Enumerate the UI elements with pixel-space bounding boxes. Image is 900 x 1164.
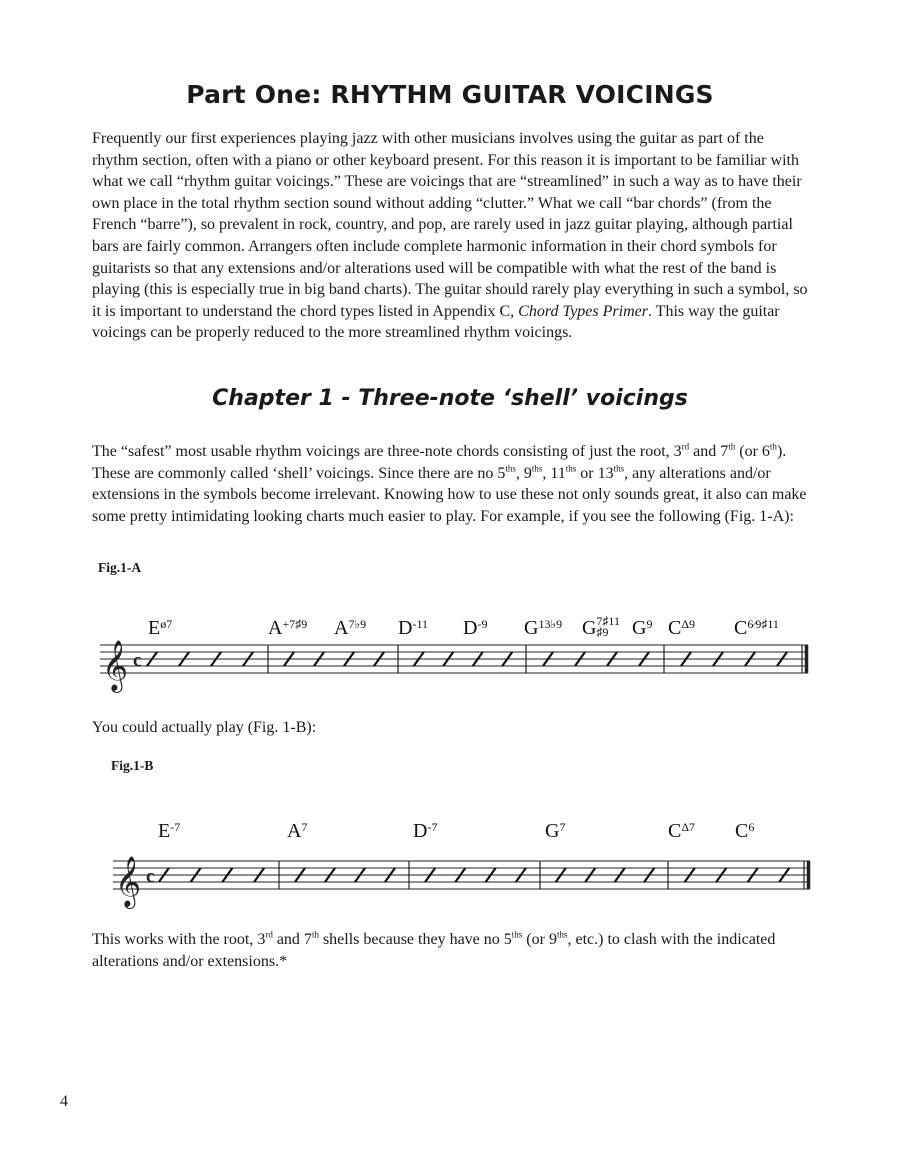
chord-symbols [148, 614, 779, 639]
chord-symbol: $G^{13♭9}$ [524, 617, 563, 639]
para2-text: or 13 [576, 464, 614, 482]
intro-text-1: Frequently our first experiences playing jazz with other musicians involves using the guitar as part of the rhythm section, often with a piano or other keyboard present. For this reason it is important to be familiar with what we call “rhythm guitar voicings.” These are voicings that are “streamlined” in such a way as to have their own place in the total rhythm section sound without adding “clutter.” What we call “bar chords” (from the French “barre”), so prevalent in rock, country, and pop, are rarely used in jazz guitar playing, although partial bars are fairly common. Arrangers often include complete harmonic information in their chord symbols for guitarists so that any extensions and/or alterations used will be compatible with what the rest of the band is playing (this is especially true in big band charts). The guitar should rarely play everything in such a symbol, so it is important to understand the chord types listed in Appendix C, [92, 130, 808, 320]
staff-lines [113, 856, 810, 909]
para2-text: (or 6 [735, 443, 770, 460]
treble-clef-icon: 𝄞 [115, 856, 142, 907]
chord-symbol: $D^{-11}$ [398, 617, 429, 639]
treble-clef-icon: 𝄞 [102, 640, 129, 691]
you-could-play-paragraph: You could actually play (Fig. 1-B): [92, 719, 317, 736]
para2-sup: th [769, 441, 777, 452]
para2-sup: ths [505, 463, 516, 474]
page-number: 4 [60, 1093, 68, 1110]
chord-symbol: $A^{+7♯9}$ [268, 617, 308, 639]
chord-symbol: $C^{6⁄9♯11}$ [734, 617, 779, 639]
chord-symbol: $A^7$ [287, 820, 308, 842]
chord-symbol: $G^9$ [632, 617, 653, 639]
common-time-icon: c [133, 650, 142, 671]
shells-explanation-paragraph [92, 929, 808, 972]
para4-text: , etc.) to clash with the indicated alterations and/or extensions.* [92, 931, 776, 970]
chord-symbol: $C^{\Delta 9}$ [668, 617, 696, 639]
intro-paragraph [92, 128, 808, 344]
para2-sup: rd [681, 441, 690, 452]
chapter-title: Chapter 1 - Three-note ‘shell’ voicings [212, 386, 688, 411]
para2-text: , 9 [515, 464, 532, 482]
common-time-icon: c [146, 866, 155, 887]
chord-symbol: $D^{-7}$ [413, 820, 438, 842]
chord-symbol: $C^{\Delta 7}$ [668, 820, 696, 842]
book-title: Chord Types Primer [518, 302, 648, 320]
chord-extension-top: 7♯11 [596, 614, 620, 628]
chord-symbol: $E^{ø7}$ [148, 617, 173, 639]
para4-text: and 7 [272, 931, 312, 948]
chord-symbol: $G^7$ [545, 820, 566, 842]
chord-symbol: $E^{-7}$ [158, 820, 181, 842]
chord-symbol: G [582, 617, 597, 639]
shell-voicings-paragraph [92, 441, 808, 527]
intro-text-2: . This way the guitar voicings can be properly reduced to the more streamlined rhythm voicings. [92, 302, 780, 342]
chord-extension-bottom: ♯9 [596, 625, 609, 639]
fig-1a-label: Fig.1-A [98, 560, 142, 575]
para4-text: shells because they have no 5 [318, 931, 512, 948]
para4-sup: ths [556, 929, 568, 940]
para4-sup: th [311, 929, 319, 940]
para2-sup: th [728, 441, 736, 452]
chord-symbol: $A^{7♭9}$ [334, 617, 367, 639]
para2-text: The “safest” most usable rhythm voicings are three-note chords consisting of just the root, 3 [92, 443, 682, 460]
chord-symbol: $D^{-9}$ [463, 617, 488, 639]
part-title: Part One: RHYTHM GUITAR VOICINGS [186, 80, 714, 109]
para2-sup: ths [613, 463, 625, 474]
chord-symbol: $C^6$ [735, 820, 755, 842]
para2-text: , 11 [542, 464, 566, 482]
para4-sup: ths [511, 929, 523, 940]
para4-text: This works with the root, 3 [92, 931, 266, 948]
para4-sup: rd [265, 929, 273, 940]
fig-1b-label: Fig.1-B [111, 758, 154, 773]
para2-sup: ths [565, 463, 577, 474]
para2-text: and 7 [689, 443, 729, 460]
para2-text: ). These are commonly called ‘shell’ voicings. Since there are no 5 [92, 443, 787, 482]
fig-1a-staff [0, 600, 900, 700]
staff-lines [100, 640, 808, 693]
fig-1b-staff [0, 812, 900, 912]
chord-symbols [158, 820, 754, 842]
para2-text: , any alterations and/or extensions in the symbols become irrelevant. Knowing how to use these not only sounds great, it also can make some pretty intimidating looking charts much easier to play. For example, if you see the following (Fig. 1-A): [92, 464, 807, 525]
para2-sup: ths [531, 463, 543, 474]
para4-text: (or 9 [522, 931, 557, 948]
